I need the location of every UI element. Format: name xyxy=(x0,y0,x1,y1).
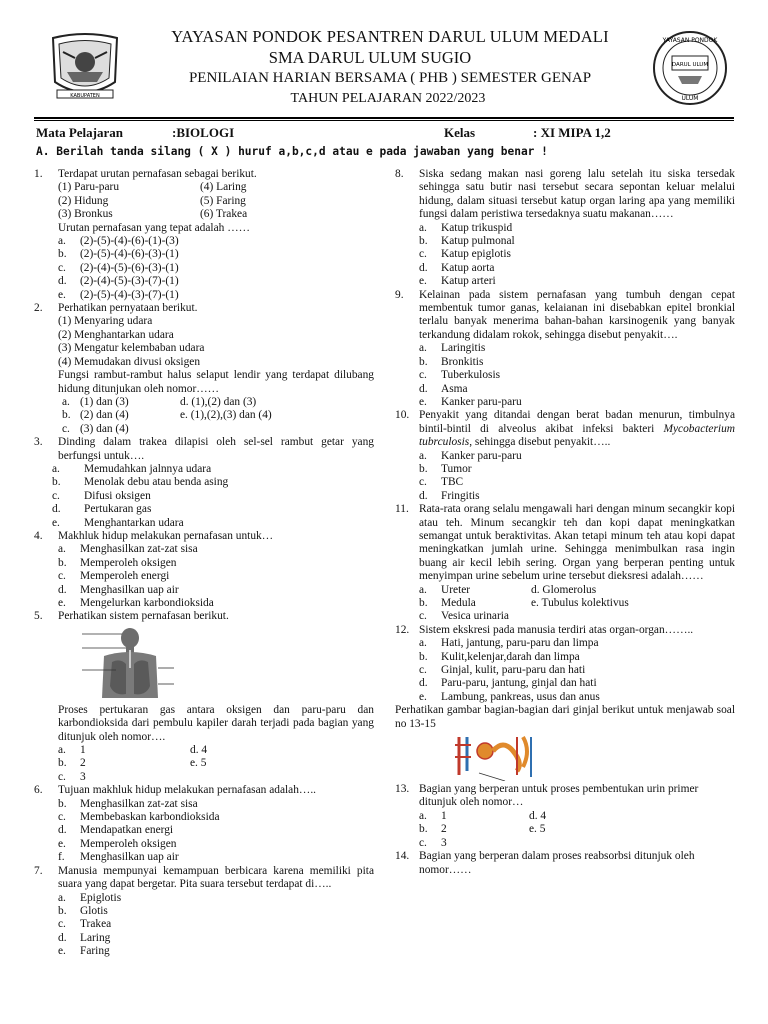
answer-option-row[interactable]: b. 2 e. 5 xyxy=(419,823,546,836)
question-prompt: Urutan pernafasan yang tepat adalah …… xyxy=(58,221,250,234)
figure-instruction: Perhatikan gambar bagian-bagian dari ginjal berikut untuk menjawab soal no 13-15 xyxy=(395,704,735,730)
answer-option-b[interactable]: b. Menghasilkan zat-zat sisa xyxy=(58,797,198,810)
question-text: Manusia mempunyai kemampuan berbicara karena memiliki pita suara yang dapat bergetar. Pita suara tersebut terdapat di….. xyxy=(58,864,374,891)
answer-option-d[interactable]: d. Mendapatkan energi xyxy=(58,824,174,837)
question-12 xyxy=(395,624,735,731)
answer-option-e[interactable]: e. Faring xyxy=(58,945,110,958)
answer-option-d[interactable]: d. Pertukaran gas xyxy=(52,503,152,516)
logo-bottom-text: ULUM xyxy=(681,95,699,102)
instruction-text: A. Berilah tanda silang ( X ) huruf a,b,c,d atau e pada jawaban yang benar ! xyxy=(36,145,548,158)
answer-option-c[interactable]: c. Difusi oksigen xyxy=(52,489,151,502)
answer-option-b[interactable]: b. Glotis xyxy=(58,904,108,917)
question-text: Makhluk hidup melakukan pernafasan untuk… xyxy=(58,529,274,542)
question-number: 14. xyxy=(395,850,410,863)
subject-label: Mata Pelajaran xyxy=(36,125,124,140)
answer-option-row[interactable]: b. 2 e. 5 xyxy=(58,757,207,770)
question-7 xyxy=(34,865,374,959)
answer-option-e[interactable]: e. Menghantarkan udara xyxy=(52,516,184,529)
answer-option-d[interactable]: d. (2)-(4)-(5)-(3)-(7)-(1) xyxy=(58,275,179,288)
left-column xyxy=(34,168,374,959)
class-label: Kelas xyxy=(444,125,476,140)
question-11 xyxy=(395,503,735,624)
question-text: Dinding dalam trakea dilapisi oleh sel-sel rambut getar yang berfungsi untuk…. xyxy=(58,436,374,462)
answer-option-row[interactable]: a. 1 d. 4 xyxy=(58,744,208,757)
logo-top-text: YAYASAN PONDOK xyxy=(662,37,718,44)
answer-option-d[interactable]: d. Menghasilkan uap air xyxy=(58,583,179,596)
answer-option-e[interactable]: e. Memperoleh oksigen xyxy=(58,837,177,850)
answer-option-f[interactable]: f. Menghasilkan uap air xyxy=(58,851,179,864)
answer-option-e[interactable]: e. (2)-(5)-(4)-(3)-(7)-(1) xyxy=(58,288,179,301)
list-item: (2) Menghantarkan udara xyxy=(58,328,174,341)
answer-option-a[interactable]: a. Memudahkan jalnnya udara xyxy=(52,462,212,475)
answer-option-a[interactable]: a. Epiglotis xyxy=(58,891,122,904)
foundation-title: YAYASAN PONDOK PESANTREN DARUL ULUM MEDALI xyxy=(171,27,609,46)
question-number: 4. xyxy=(34,529,43,542)
list-item: (4) Memudakan divusi oksigen xyxy=(58,355,201,368)
question-3 xyxy=(34,436,374,530)
answer-option-c[interactable]: c. Membebaskan karbondioksida xyxy=(58,811,220,824)
question-text: Terdapat urutan pernafasan sebagai berikut. xyxy=(58,168,257,180)
academic-year: TAHUN PELAJARAN 2022/2023 xyxy=(290,91,486,106)
answer-option-e[interactable]: e. Kanker paru-paru xyxy=(419,395,522,408)
question-number: 13. xyxy=(395,783,410,796)
answer-option-c[interactable]: c. Trakea xyxy=(58,918,112,931)
question-number: 5. xyxy=(34,610,43,623)
answer-option-b[interactable]: b. Bronkitis xyxy=(419,355,484,368)
question-1 xyxy=(34,168,374,302)
answer-option-d[interactable]: d. Fringitis xyxy=(419,489,480,502)
class-value: : XI MIPA 1,2 xyxy=(533,125,611,140)
answer-option-row[interactable]: a. Ureter d. Glomerolus xyxy=(419,583,597,596)
answer-option-a[interactable]: a. Katup trikuspid xyxy=(419,221,513,234)
question-prompt: Proses pertukaran gas antara oksigen dan paru-paru dan karbondioksida dari pembulu kapiler darah terjadi pada bagian yang ditunjuk oleh nomor…. xyxy=(58,703,374,743)
answer-option-b[interactable]: b. (2)-(5)-(4)-(6)-(3)-(1) xyxy=(58,248,179,261)
answer-option-b[interactable]: b. Menolak debu atau benda asing xyxy=(52,476,229,489)
answer-option-e[interactable]: e. Lambung, pankreas, usus dan anus xyxy=(419,690,600,703)
document-header xyxy=(0,0,768,124)
question-8 xyxy=(395,168,735,289)
school-name: SMA DARUL ULUM SUGIO xyxy=(268,48,472,67)
answer-option-row[interactable]: a. (1) dan (3) d. (1),(2) dan (3) xyxy=(62,395,257,408)
answer-option-row[interactable]: a. 1 d. 4 xyxy=(419,809,547,822)
header-rule-thick xyxy=(34,117,734,119)
answer-option-a[interactable]: a. (2)-(5)-(4)-(6)-(1)-(3) xyxy=(58,235,179,248)
answer-option-a[interactable]: a. Laringitis xyxy=(419,342,486,355)
question-6 xyxy=(34,784,374,864)
bacteria-name: Mycobacterium tubrculosis xyxy=(419,422,735,449)
answer-option-row[interactable]: b. (2) dan (4) e. (1),(2),(3) dan (4) xyxy=(62,409,272,422)
list-item: (1) Menyaring udara xyxy=(58,315,153,328)
nephron-figure xyxy=(395,731,735,781)
question-5 xyxy=(34,610,374,784)
exam-title: PENILAIAN HARIAN BERSAMA ( PHB ) SEMESTER GENAP xyxy=(188,70,592,86)
question-4 xyxy=(34,530,374,610)
list-item: (3) Mengatur kelembaban udara xyxy=(58,342,205,355)
answer-option-b[interactable]: b. Memperoleh oksigen xyxy=(58,556,177,569)
answer-option-d[interactable]: d. Katup aorta xyxy=(419,261,495,274)
answer-option-d[interactable]: d. Laring xyxy=(58,931,111,944)
answer-option-c[interactable]: c. (2)-(4)-(5)-(6)-(3)-(1) xyxy=(58,261,179,274)
list-item: (1) Paru-paru (4) Laring xyxy=(58,181,247,194)
question-text: Sistem ekskresi pada manusia terdiri atas organ-organ…….. xyxy=(419,623,694,636)
question-text: Penyakit yang ditandai dengan berat badan menurun, timbulnya bintil-bintil di alveolus akibat infeksi bakteri Mycobacterium tubrculosis, sehingga disebut penyakit….. xyxy=(419,409,735,449)
header-rule-thin xyxy=(34,120,734,121)
pesantren-logo xyxy=(650,30,730,106)
list-item: (2) Hidung (5) Faring xyxy=(58,194,246,207)
question-number: 7. xyxy=(34,864,43,877)
subject-value: :BIOLOGI xyxy=(172,125,235,140)
respiratory-system-figure xyxy=(34,624,374,698)
answer-option-c[interactable]: c. Memperoleh energi xyxy=(58,570,170,583)
question-10 xyxy=(395,409,735,503)
question-text: Perhatikan pernyataan berikut. xyxy=(58,302,198,315)
question-text: Perhatikan sistem pernafasan berikut. xyxy=(58,610,229,623)
question-9 xyxy=(395,289,735,410)
question-text: Bagian yang berperan untuk proses pembentukan urin primer ditunjuk oleh nomor… xyxy=(419,783,699,809)
question-text: Rata-rata orang selalu mengawali hari dengan minum secangkir kopi atau teh. Minum secangkir teh dan kopi dapat meningkatkan semangat untuk beraktivitas. Akan tetapi minum teh atau kopi dapat meningkatkan jumlah urine. Sehingga menimbulkan rasa ingin buang air kecil lebih sering. Organ yang berperan penting untuk menyimpan urine sebelum urine tersebut dieksresi adalah…… xyxy=(419,503,735,583)
logo-center-text: DARUL ULUM xyxy=(671,62,709,68)
answer-option-d[interactable]: d. Asma xyxy=(419,382,468,395)
answer-option-row[interactable]: c. 3 xyxy=(58,770,86,783)
question-text: Tujuan makhluk hidup melakukan pernafasan adalah….. xyxy=(58,784,317,797)
question-13 xyxy=(395,783,735,850)
answer-option-a[interactable]: a. Kanker paru-paru xyxy=(419,449,522,462)
answer-option-b[interactable]: b. Tumor xyxy=(419,462,472,475)
answer-option-e[interactable]: e. Katup arteri xyxy=(419,275,496,288)
question-number: 10. xyxy=(395,409,410,422)
answer-option-row[interactable]: c. 3 xyxy=(419,836,447,849)
answer-option-row[interactable]: c. (3) dan (4) xyxy=(62,422,129,435)
right-column xyxy=(395,168,735,877)
answer-option-d[interactable]: d. Paru-paru, jantung, ginjal dan hati xyxy=(419,677,597,690)
answer-option-c[interactable]: c. Tuberkulosis xyxy=(419,369,501,382)
answer-option-e[interactable]: e. Mengelurkan karbondioksida xyxy=(58,597,214,609)
answer-option-a[interactable]: a. Hati, jantung, paru-paru dan limpa xyxy=(419,637,599,650)
answer-option-a[interactable]: a. Menghasilkan zat-zat sisa xyxy=(58,543,198,556)
question-number: 8. xyxy=(395,168,404,180)
answer-option-row[interactable]: b. Medula e. Tubulus kolektivus xyxy=(419,597,629,609)
question-2 xyxy=(34,302,374,436)
list-item: (3) Bronkus (6) Trakea xyxy=(58,208,248,221)
question-text: Siska sedang makan nasi goreng lalu setelah itu siska tersedak sehingga satu butir nasi tersebut secara sepontan keluar melalui hidung, dalam situasi tersebut katup organ laring apa yang memiliki fungsi dalam peristiwa tersedaknya suatu makanan…… xyxy=(419,168,735,221)
question-text: Bagian yang berperan dalam proses reabsorbsi ditunjuk oleh nomor…… xyxy=(419,850,695,876)
question-number: 12. xyxy=(395,623,410,636)
question-number: 2. xyxy=(34,302,43,315)
logo-caption: KABUPATEN xyxy=(70,93,100,99)
answer-option-c[interactable]: c. Katup epiglotis xyxy=(419,248,511,261)
answer-option-c[interactable]: c. TBC xyxy=(419,476,464,489)
question-prompt: Fungsi rambut-rambut halus selaput lendir yang terdapat dilubang hidung ditunjukan oleh nomor…… xyxy=(58,369,374,395)
question-text: Kelainan pada sistem pernafasan yang tumbuh dengan cepat membentuk tumor ganas, kelaianan ini disebabkan epitel bronkial terlalu banyak menerima bahan-bahan karsinogenik yang banyak terkandung didalam rokok, sehingga disebut penyakit…. xyxy=(419,288,735,341)
question-number: 9. xyxy=(395,288,404,301)
question-14 xyxy=(395,850,735,877)
answer-option-b[interactable]: b. Kulit,kelenjar,darah dan limpa xyxy=(419,650,580,663)
question-number: 1. xyxy=(34,168,43,180)
question-number: 6. xyxy=(34,784,43,797)
answer-option-c[interactable]: c. Ginjal, kulit, paru-paru dan hati xyxy=(419,664,586,677)
question-number: 11. xyxy=(395,503,409,516)
question-number: 3. xyxy=(34,436,43,449)
answer-option-row[interactable]: c. Vesica urinaria xyxy=(419,610,509,623)
answer-option-b[interactable]: b. Katup pulmonal xyxy=(419,235,515,248)
